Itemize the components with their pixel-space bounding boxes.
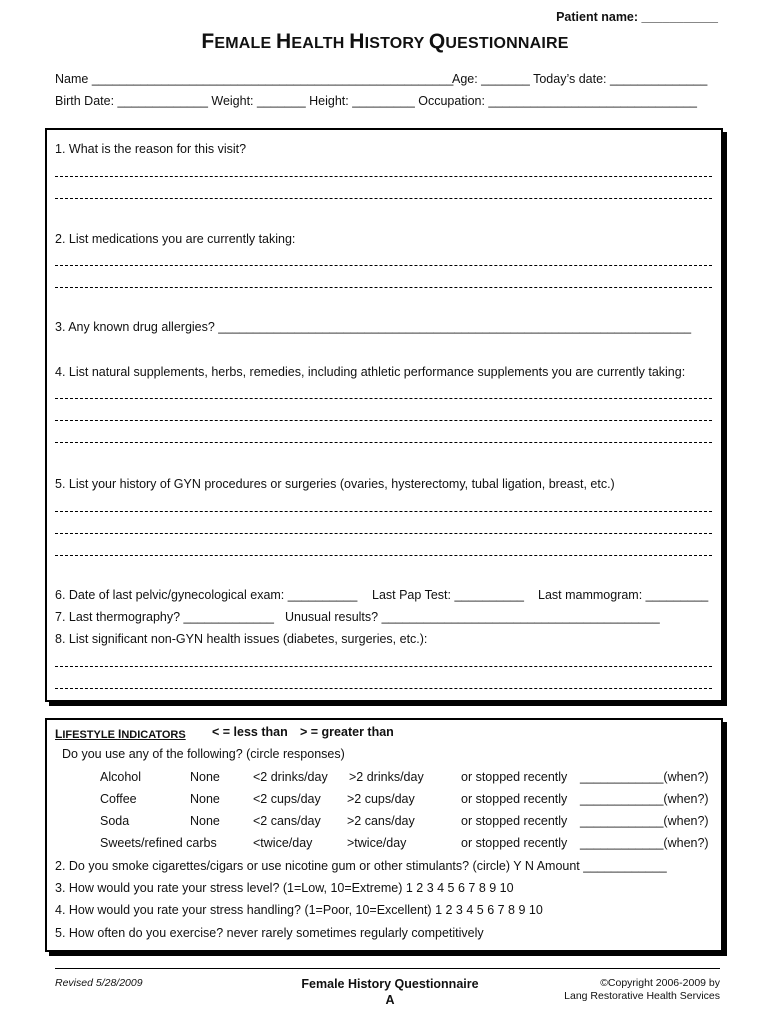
row-none: None (190, 770, 220, 784)
lifestyle-heading (55, 727, 186, 741)
question-4: 4. List natural supplements, herbs, remedies, including athletic performance supplements you are currently taking: (55, 365, 686, 379)
footer-divider (55, 968, 720, 969)
lifestyle-intro: Do you use any of the following? (circle responses) (62, 747, 345, 761)
answer-line (55, 555, 712, 556)
row-none: None (190, 814, 220, 828)
title-word: EALTH (291, 35, 350, 52)
title-letter: H (276, 30, 292, 53)
answer-line (55, 398, 712, 399)
question-5: 5. List your history of GYN procedures or surgeries (ovaries, hysterectomy, tubal ligation, breast, etc.) (55, 477, 615, 491)
row-stopped: or stopped recently (461, 836, 568, 850)
row-high: >2 cups/day (347, 792, 415, 806)
answer-line (55, 287, 712, 288)
heading-letter: I (117, 727, 122, 741)
greater-than-legend: > = greater than (300, 725, 394, 739)
question-6-pap-test: Last Pap Test: __________ (372, 588, 524, 602)
patient-name-field: Patient name: ___________ (556, 10, 718, 24)
row-item: Sweets/refined carbs (100, 836, 217, 850)
revised-date: Revised 5/28/2009 (55, 977, 143, 989)
row-item: Soda (100, 814, 130, 828)
name-field: Name ____________________________________________________ (55, 72, 454, 86)
lifestyle-question-5: 5. How often do you exercise? never rarely sometimes regularly competitively (55, 926, 484, 940)
lifestyle-question-4: 4. How would you rate your stress handling? (1=Poor, 10=Excellent) 1 2 3 4 5 6 7 8 9 10 (55, 903, 543, 917)
question-7-thermography: 7. Last thermography? _____________ (55, 610, 274, 624)
less-than-legend: < = less than (212, 725, 288, 739)
answer-line (55, 198, 712, 199)
row-low: <2 drinks/day (253, 770, 328, 784)
title-letter: H (349, 30, 365, 53)
row-when: ____________(when?) (580, 836, 709, 850)
answer-line (55, 511, 712, 512)
row-high: >2 cans/day (347, 814, 415, 828)
title-letter: Q (428, 30, 446, 53)
answer-line (55, 176, 712, 177)
footer-form-name: Female History Questionnaire (301, 977, 479, 991)
age-date-field: Age: _______ Today’s date: ______________ (452, 72, 708, 86)
answer-line (55, 533, 712, 534)
row-stopped: or stopped recently (461, 814, 568, 828)
row-when: ____________(when?) (580, 770, 709, 784)
title-letter: F (201, 30, 215, 53)
row-low: <2 cups/day (253, 792, 321, 806)
question-3: 3. Any known drug allergies? ____________________________________________________________________ (55, 320, 692, 334)
copyright: ©Copyright 2006-2009 by (600, 977, 720, 989)
answer-line (55, 442, 712, 443)
row-high: >twice/day (347, 836, 407, 850)
lifestyle-question-2: 2. Do you smoke cigarettes/cigars or use nicotine gum or other stimulants? (circle) Y N Amount ____________ (55, 859, 667, 873)
answer-line (55, 688, 712, 689)
heading-word: NDICATORS (121, 729, 186, 741)
heading-letter: L (55, 727, 63, 741)
answer-line (55, 420, 712, 421)
row-low: <twice/day (253, 836, 313, 850)
title-word: ISTORY (364, 35, 429, 52)
row-item: Coffee (100, 792, 137, 806)
page-title (0, 30, 770, 54)
company-name: Lang Restorative Health Services (564, 990, 720, 1002)
row-stopped: or stopped recently (461, 770, 568, 784)
question-6-pelvic-exam: 6. Date of last pelvic/gynecological exam: __________ (55, 588, 358, 602)
footer-form-letter: A (385, 993, 395, 1007)
question-1: 1. What is the reason for this visit? (55, 142, 247, 156)
question-7-results: Unusual results? ________________________________________ (285, 610, 660, 624)
row-none: None (190, 792, 220, 806)
birth-weight-height-occupation-field: Birth Date: _____________ Weight: _______ Height: _________ Occupation: ______________________________ (55, 94, 697, 108)
row-stopped: or stopped recently (461, 792, 568, 806)
row-when: ____________(when?) (580, 814, 709, 828)
row-item: Alcohol (100, 770, 141, 784)
heading-word: IFESTYLE (62, 729, 118, 741)
row-low: <2 cans/day (253, 814, 321, 828)
question-2: 2. List medications you are currently taking: (55, 232, 296, 246)
title-word: EMALE (214, 35, 277, 52)
answer-line (55, 265, 712, 266)
title-word: UESTIONNAIRE (445, 35, 569, 52)
answer-line (55, 666, 712, 667)
question-6-mammogram: Last mammogram: _________ (538, 588, 709, 602)
row-high: >2 drinks/day (349, 770, 424, 784)
lifestyle-question-3: 3. How would you rate your stress level? (1=Low, 10=Extreme) 1 2 3 4 5 6 7 8 9 10 (55, 881, 514, 895)
question-8: 8. List significant non-GYN health issues (diabetes, surgeries, etc.): (55, 632, 428, 646)
row-when: ____________(when?) (580, 792, 709, 806)
